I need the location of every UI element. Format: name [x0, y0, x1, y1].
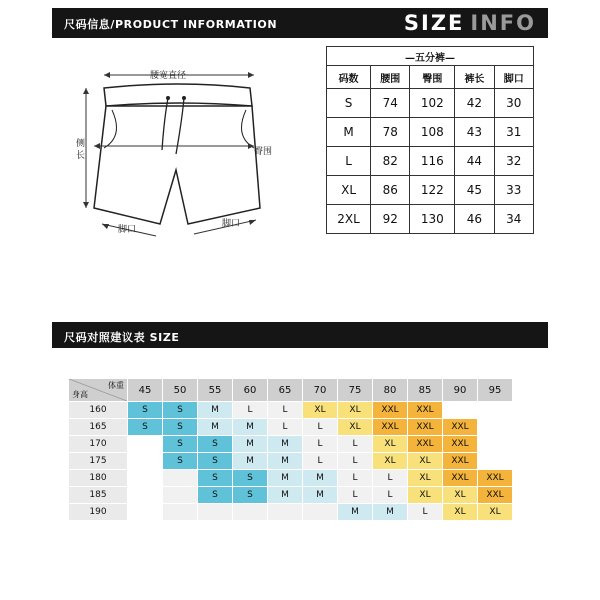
table-row [327, 147, 534, 176]
cell: 32 [494, 147, 533, 176]
weight-header: 50 [163, 379, 198, 402]
size-cell [268, 504, 303, 521]
size-cell: S [198, 436, 233, 453]
cell: 2XL [327, 205, 371, 234]
size-cell: S [163, 419, 198, 436]
cell: XL [327, 176, 371, 205]
table-row [327, 89, 534, 118]
size-cell: XXL [443, 453, 478, 470]
size-cell: L [338, 453, 373, 470]
size-cell: XXL [408, 402, 443, 419]
size-cell [128, 470, 163, 487]
cell: L [327, 147, 371, 176]
size-cell: M [373, 504, 408, 521]
size-cell: XXL [443, 436, 478, 453]
size-cell [478, 419, 513, 436]
cell: 86 [371, 176, 410, 205]
size-cell: M [268, 470, 303, 487]
size-cell: XL [338, 419, 373, 436]
col-leg-opening: 脚口 [494, 66, 533, 89]
table-caption: —五分裤— [327, 47, 534, 66]
weight-header: 95 [478, 379, 513, 402]
size-cell: M [268, 436, 303, 453]
weight-header: 70 [303, 379, 338, 402]
size-cell: S [198, 487, 233, 504]
size-cell: XXL [443, 470, 478, 487]
size-cell: L [338, 436, 373, 453]
cell: 45 [455, 176, 494, 205]
size-cell [128, 504, 163, 521]
size-cell: XL [443, 487, 478, 504]
size-chart-row [69, 487, 513, 504]
cell: 42 [455, 89, 494, 118]
section-title: 尺码对照建议表 SIZE [64, 331, 180, 344]
size-cell: L [303, 419, 338, 436]
size-cell [478, 453, 513, 470]
cell: 74 [371, 89, 410, 118]
weight-header: 60 [233, 379, 268, 402]
weight-label: 体重 [108, 381, 124, 390]
cell: 78 [371, 118, 410, 147]
size-cell [478, 436, 513, 453]
col-hip: 臀围 [410, 66, 455, 89]
cell: 130 [410, 205, 455, 234]
cell: 30 [494, 89, 533, 118]
size-cell: XL [338, 402, 373, 419]
size-cell: XL [408, 487, 443, 504]
height-cell: 165 [69, 419, 128, 436]
size-cell: L [268, 419, 303, 436]
size-cell [303, 504, 338, 521]
table-row [327, 118, 534, 147]
size-cell [198, 504, 233, 521]
header-bar [52, 8, 548, 38]
col-waist: 腰围 [371, 66, 410, 89]
cell: 44 [455, 147, 494, 176]
weight-header: 45 [128, 379, 163, 402]
height-cell: 175 [69, 453, 128, 470]
size-cell: M [268, 453, 303, 470]
size-cell: XL [373, 436, 408, 453]
size-cell: M [338, 504, 373, 521]
size-cell: XXL [478, 487, 513, 504]
size-cell: S [198, 453, 233, 470]
cell: 92 [371, 205, 410, 234]
cell: M [327, 118, 371, 147]
weight-header: 90 [443, 379, 478, 402]
cell: 43 [455, 118, 494, 147]
weight-header: 75 [338, 379, 373, 402]
size-cell: S [163, 436, 198, 453]
size-cell: L [373, 487, 408, 504]
size-cell: S [233, 487, 268, 504]
size-chart-row [69, 419, 513, 436]
size-chart [68, 378, 513, 521]
size-cell [128, 436, 163, 453]
cell: 82 [371, 147, 410, 176]
height-cell: 180 [69, 470, 128, 487]
size-cell: S [163, 453, 198, 470]
cell: 31 [494, 118, 533, 147]
info-word: INFO [470, 11, 536, 35]
height-cell: 170 [69, 436, 128, 453]
side-length-label-1: 侧 [76, 139, 86, 149]
size-cell: S [128, 402, 163, 419]
size-cell: L [303, 436, 338, 453]
size-cell: M [233, 453, 268, 470]
size-chart-row [69, 453, 513, 470]
col-size: 码数 [327, 66, 371, 89]
size-cell: M [198, 402, 233, 419]
size-chart-body [69, 402, 513, 521]
size-cell: M [303, 470, 338, 487]
size-cell [128, 487, 163, 504]
size-cell: L [373, 470, 408, 487]
size-cell: XXL [373, 402, 408, 419]
size-chart-row [69, 504, 513, 521]
size-cell: XL [478, 504, 513, 521]
size-cell: S [128, 419, 163, 436]
size-cell [163, 470, 198, 487]
size-chart-row [69, 470, 513, 487]
cell: 108 [410, 118, 455, 147]
height-label: 身高 [72, 390, 88, 399]
weight-header: 65 [268, 379, 303, 402]
weight-header: 80 [373, 379, 408, 402]
size-cell [128, 453, 163, 470]
cell: 33 [494, 176, 533, 205]
size-cell [163, 487, 198, 504]
size-cell: XXL [408, 436, 443, 453]
size-cell [478, 402, 513, 419]
size-cell: L [303, 453, 338, 470]
size-chart-row [69, 402, 513, 419]
size-cell: L [233, 402, 268, 419]
size-info-title [404, 11, 536, 35]
size-cell: S [163, 402, 198, 419]
cell: 116 [410, 147, 455, 176]
cell: 46 [455, 205, 494, 234]
size-cell [163, 504, 198, 521]
size-chart-row [69, 436, 513, 453]
height-cell: 160 [69, 402, 128, 419]
size-cell: L [338, 487, 373, 504]
cell: 34 [494, 205, 533, 234]
size-cell: M [233, 436, 268, 453]
size-cell: M [303, 487, 338, 504]
hip-label: 臀围 [254, 147, 273, 157]
size-cell [443, 402, 478, 419]
shorts-diagram [64, 58, 294, 248]
size-cell: XL [373, 453, 408, 470]
size-cell: M [268, 487, 303, 504]
weight-header-row [69, 379, 513, 402]
size-cell: XL [408, 453, 443, 470]
cell: 122 [410, 176, 455, 205]
size-cell: L [338, 470, 373, 487]
table-row [327, 176, 534, 205]
measurement-table [326, 46, 534, 234]
leg-opening-label-right: 脚口 [222, 219, 241, 229]
weight-header: 85 [408, 379, 443, 402]
size-cell: M [198, 419, 233, 436]
cell: 102 [410, 89, 455, 118]
size-word: SIZE [403, 11, 465, 35]
waist-label: 腰宽直径 [150, 71, 187, 81]
size-cell: L [408, 504, 443, 521]
size-cell: M [233, 419, 268, 436]
size-cell: S [198, 470, 233, 487]
header-title: 尺码信息/PRODUCT INFORMATION [64, 18, 278, 31]
side-length-label-2: 长 [76, 151, 86, 161]
size-cell: XXL [478, 470, 513, 487]
corner-cell [69, 379, 128, 402]
size-cell: XXL [373, 419, 408, 436]
size-cell: XL [443, 504, 478, 521]
size-cell: XXL [408, 419, 443, 436]
col-length: 裤长 [455, 66, 494, 89]
size-cell: L [268, 402, 303, 419]
cell: S [327, 89, 371, 118]
size-cell: XXL [443, 419, 478, 436]
height-cell: 190 [69, 504, 128, 521]
height-cell: 185 [69, 487, 128, 504]
leg-opening-label-left: 脚口 [118, 225, 137, 235]
size-cell: XL [303, 402, 338, 419]
table-row [327, 205, 534, 234]
size-cell [233, 504, 268, 521]
section-bar [52, 322, 548, 348]
weight-header: 55 [198, 379, 233, 402]
size-cell: XL [408, 470, 443, 487]
size-cell: S [233, 470, 268, 487]
